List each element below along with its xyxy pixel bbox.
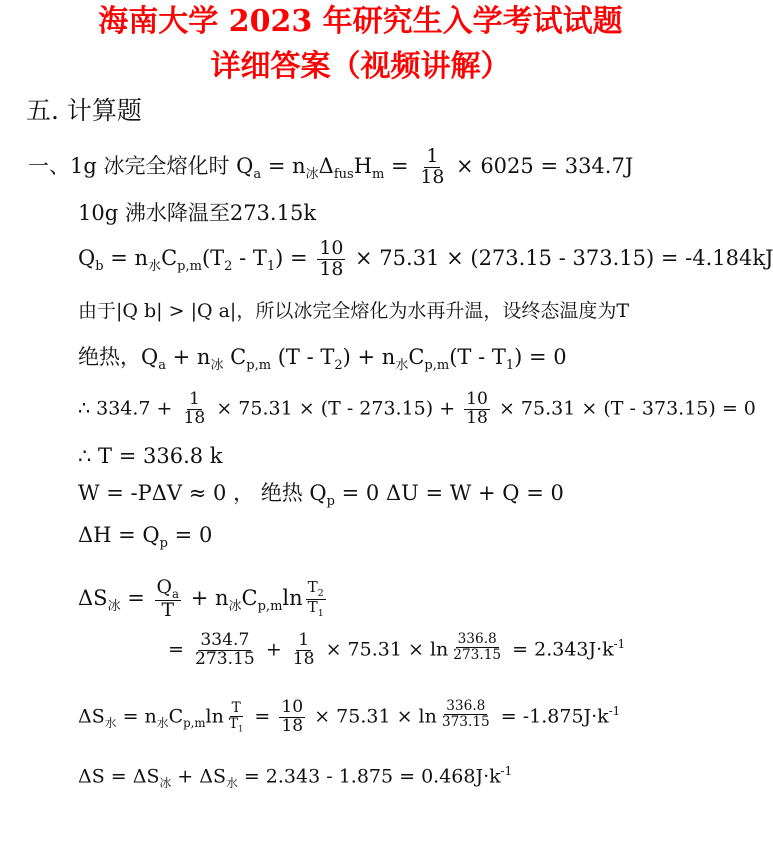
line-text: Q (78, 245, 96, 270)
line-text: 绝热，Q (78, 345, 159, 369)
solution-line-11 (168, 632, 625, 669)
numerator: T (231, 700, 241, 717)
line-text: 一、1g 冰完全熔化时 Q (28, 153, 254, 178)
denominator: T (161, 599, 175, 622)
line-text: = 2.343J·k (506, 638, 614, 661)
numerator-text: T (307, 578, 318, 597)
line-text: ) = 0 (514, 345, 567, 369)
line-text: ΔS = ΔS (78, 765, 160, 788)
subscript: 水 (395, 358, 409, 374)
line-text: ) + n (342, 345, 396, 369)
denominator (227, 717, 246, 734)
fraction (227, 701, 246, 733)
numerator: 10 (281, 697, 304, 717)
line-text: ΔH = Q (78, 523, 160, 547)
subscript: p,m (177, 259, 202, 275)
fraction (418, 147, 446, 188)
subscript: 1 (317, 607, 324, 619)
superscript: -1 (613, 637, 626, 652)
subscript: a (158, 358, 166, 374)
solution-line-6 (78, 391, 756, 428)
subscript: 冰 (210, 358, 224, 374)
solution-line-12 (78, 699, 620, 736)
line-text: + n (184, 585, 229, 610)
line-text: ΔS (78, 585, 108, 610)
subscript: p,m (246, 358, 272, 374)
solution-line-2: 10g 沸水降温至273.15k (78, 201, 317, 225)
denominator: 18 (183, 407, 206, 428)
superscript: -1 (608, 704, 621, 719)
line-text: C (168, 705, 184, 728)
fraction (451, 632, 503, 662)
subscript: 水 (156, 716, 169, 731)
numerator: 10 (319, 237, 344, 259)
denominator: 273.15 (194, 648, 255, 669)
subscript: 2 (224, 259, 233, 275)
page-title: 海南大学 2023 年研究生入学考试试题 (98, 4, 623, 39)
numerator: 336.8 (446, 698, 486, 715)
subscript: 1 (238, 723, 244, 734)
subscript: 水 (226, 776, 238, 791)
fraction (182, 391, 208, 428)
fraction (440, 699, 492, 729)
subscript: 水 (104, 716, 117, 731)
denominator: 18 (420, 165, 445, 188)
line-text: = (384, 153, 416, 178)
line-text: = (168, 638, 190, 661)
line-text: = 0 ΔU = W + Q = 0 (334, 481, 564, 505)
line-text: = (120, 585, 152, 610)
line-text: (T - T (271, 345, 335, 369)
line-text: = n (103, 245, 149, 270)
numerator: 336.8 (457, 631, 497, 648)
fraction (306, 580, 326, 619)
line-text: = 2.343 - 1.875 = 0.468J·k (237, 765, 501, 788)
subscript: p,m (183, 716, 206, 731)
subscript: 2 (334, 358, 343, 374)
denominator (306, 597, 326, 619)
line-text: ln (282, 585, 303, 610)
page-subtitle: 详细答案（视频讲解） (210, 49, 511, 84)
line-text: C (241, 585, 258, 610)
solution-line-13 (78, 766, 512, 790)
line-text: × 75.31 × ln (319, 638, 449, 661)
numerator: 1 (188, 389, 200, 409)
line-text: (T (201, 245, 225, 270)
line-text: ΔS (78, 705, 105, 728)
subscript: 2 (317, 588, 324, 600)
denominator: 273.15 (453, 646, 502, 663)
denominator: 18 (319, 257, 344, 280)
numerator: 10 (466, 389, 488, 409)
denominator: 18 (292, 648, 315, 669)
fraction (279, 699, 305, 736)
fraction (155, 578, 181, 621)
subscript: p,m (257, 599, 283, 615)
fraction (193, 632, 257, 669)
line-text: = n (116, 705, 157, 728)
solution-line-3 (78, 239, 773, 280)
numerator-text: Q (156, 576, 173, 598)
fraction (464, 391, 490, 428)
line-text: + (259, 638, 288, 661)
subscript: 冰 (107, 599, 121, 615)
subscript: m (372, 167, 385, 183)
line-text: × 75.31 × (T - 373.15) = 0 (492, 397, 756, 420)
line-text: = (248, 705, 277, 728)
line-text: (T - T (449, 345, 506, 369)
subscript: 冰 (159, 776, 172, 791)
line-text: ∴ 334.7 + (78, 397, 179, 420)
line-text: ln (205, 705, 224, 728)
line-text: × 6025 = 334.7J (449, 153, 634, 178)
numerator: 334.7 (200, 630, 250, 650)
line-text: = 0 (168, 523, 213, 547)
denominator: 373.15 (441, 713, 490, 730)
subscript: 1 (266, 259, 276, 275)
solution-line-8 (78, 483, 564, 508)
line-text: W = -PΔV ≈ 0 ， 绝热 Q (78, 481, 327, 505)
numerator: 1 (298, 630, 310, 650)
line-text: = n (261, 153, 306, 178)
solution-line-10 (78, 578, 329, 621)
solution-line-1 (28, 147, 633, 188)
subscript: 冰 (305, 167, 319, 183)
denominator-text: T (307, 597, 318, 616)
line-text: × 75.31 × ln (308, 705, 437, 728)
line-text: C (408, 345, 425, 369)
line-text: - T (232, 245, 267, 270)
solution-line-9 (78, 525, 212, 550)
denominator: 18 (466, 407, 488, 428)
numerator: 1 (426, 145, 439, 167)
section-heading: 五. 计算题 (26, 96, 142, 125)
line-text: + ΔS (171, 765, 227, 788)
subscript: b (95, 259, 104, 275)
line-text: H (353, 153, 373, 178)
line-text: + n (165, 345, 211, 369)
line-text: ) = (275, 245, 315, 270)
numerator (155, 578, 181, 601)
subscript: 水 (148, 259, 162, 275)
solution-line-7: ∴ T = 336.8 k (78, 444, 223, 468)
line-text: = -1.875J·k (494, 705, 609, 728)
subscript: a (172, 586, 180, 601)
denominator-text: T (228, 715, 238, 732)
subscript: p (326, 494, 335, 510)
subscript: 1 (505, 358, 515, 374)
subscript: 冰 (228, 599, 242, 615)
solution-line-5 (78, 347, 567, 372)
subscript: a (253, 167, 262, 183)
subscript: p,m (424, 358, 450, 374)
solution-line-4: 由于|Q b| > |Q a|，所以冰完全熔化为水再升温，设终态温度为T (78, 300, 630, 322)
subscript: fus (333, 167, 354, 183)
line-text: Δ (318, 153, 334, 178)
fraction (317, 239, 345, 280)
line-text: × 75.31 × (273.15 - 373.15) = -4.184kJ (348, 245, 773, 270)
superscript: -1 (500, 764, 513, 778)
line-text: C (223, 345, 247, 369)
denominator: 18 (281, 715, 304, 736)
line-text: C (161, 245, 178, 270)
fraction (291, 632, 317, 669)
line-text: × 75.31 × (T - 273.15) + (210, 397, 462, 420)
subscript: p (159, 536, 168, 552)
